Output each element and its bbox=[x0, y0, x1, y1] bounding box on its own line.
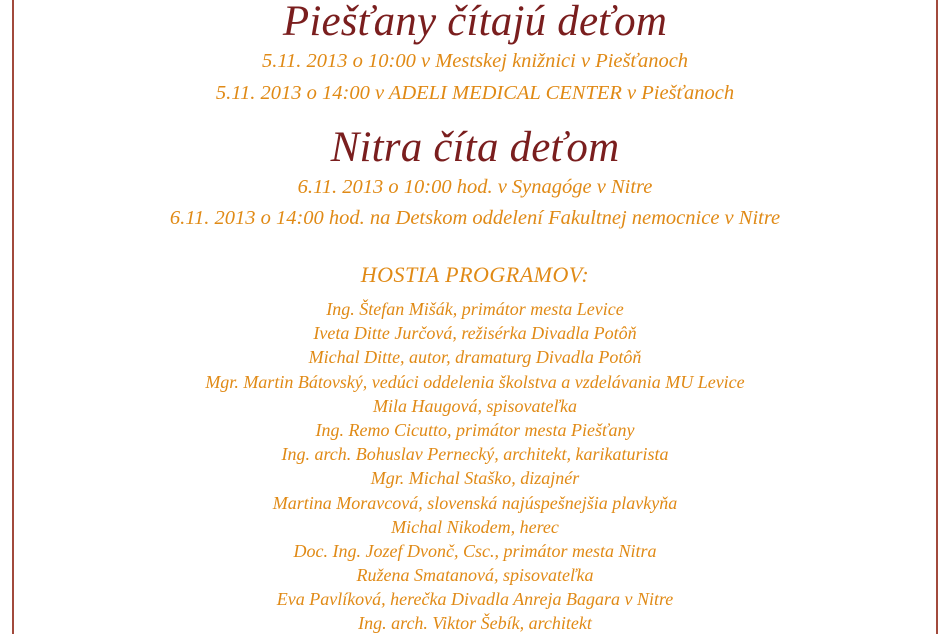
guest-item: Mila Haugová, spisovateľka bbox=[372, 395, 577, 416]
guest-item: Doc. Ing. Jozef Dvonč, Csc., primátor mesta Nitra bbox=[293, 540, 657, 561]
event-title-piestany: Piešťany čítajú deťom bbox=[282, 0, 668, 45]
guest-item: Martina Moravcová, slovenská najúspešnejšia plavkyňa bbox=[272, 492, 678, 513]
event-line-nitra-1: 6.11. 2013 o 10:00 hod. v Synagóge v Nitre bbox=[297, 176, 653, 198]
guest-item: Ing. arch. Bohuslav Pernecký, architekt, karikaturista bbox=[281, 444, 669, 465]
event-line-piestany-1: 5.11. 2013 o 10:00 v Mestskej knižnici v Piešťanoch bbox=[261, 50, 689, 72]
event-line-piestany-2: 5.11. 2013 o 14:00 v ADELI MEDICAL CENTER v Piešťanoch bbox=[215, 82, 735, 104]
guest-item: Ing. Remo Cicutto, primátor mesta Piešťany bbox=[315, 419, 635, 440]
guest-item: Michal Nikodem, herec bbox=[391, 516, 559, 537]
event-title-nitra: Nitra číta deťom bbox=[330, 124, 620, 171]
guest-item: Ružena Smatanová, spisovateľka bbox=[356, 565, 594, 586]
guest-item: Mgr. Michal Staško, dizajnér bbox=[370, 468, 580, 489]
event-line-nitra-2: 6.11. 2013 o 14:00 hod. na Detskom oddelení Fakultnej nemocnice v Nitre bbox=[169, 207, 781, 229]
guest-item: Iveta Ditte Jurčová, režisérka Divadla Potôň bbox=[313, 323, 637, 344]
guest-item: Ing. arch. Viktor Šebík, architekt bbox=[358, 613, 592, 634]
guest-list bbox=[0, 297, 950, 634]
guest-item: Eva Pavlíková, herečka Divadla Anreja Bagara v Nitre bbox=[276, 589, 674, 610]
guests-heading: HOSTIA PROGRAMOV: bbox=[360, 262, 590, 287]
guest-item: Michal Ditte, autor, dramaturg Divadla Potôň bbox=[308, 347, 642, 368]
guest-item: Ing. Štefan Mišák, primátor mesta Levice bbox=[326, 299, 624, 319]
guest-item: Mgr. Martin Bátovský, vedúci oddelenia školstva a vzdelávania MU Levice bbox=[205, 371, 745, 392]
